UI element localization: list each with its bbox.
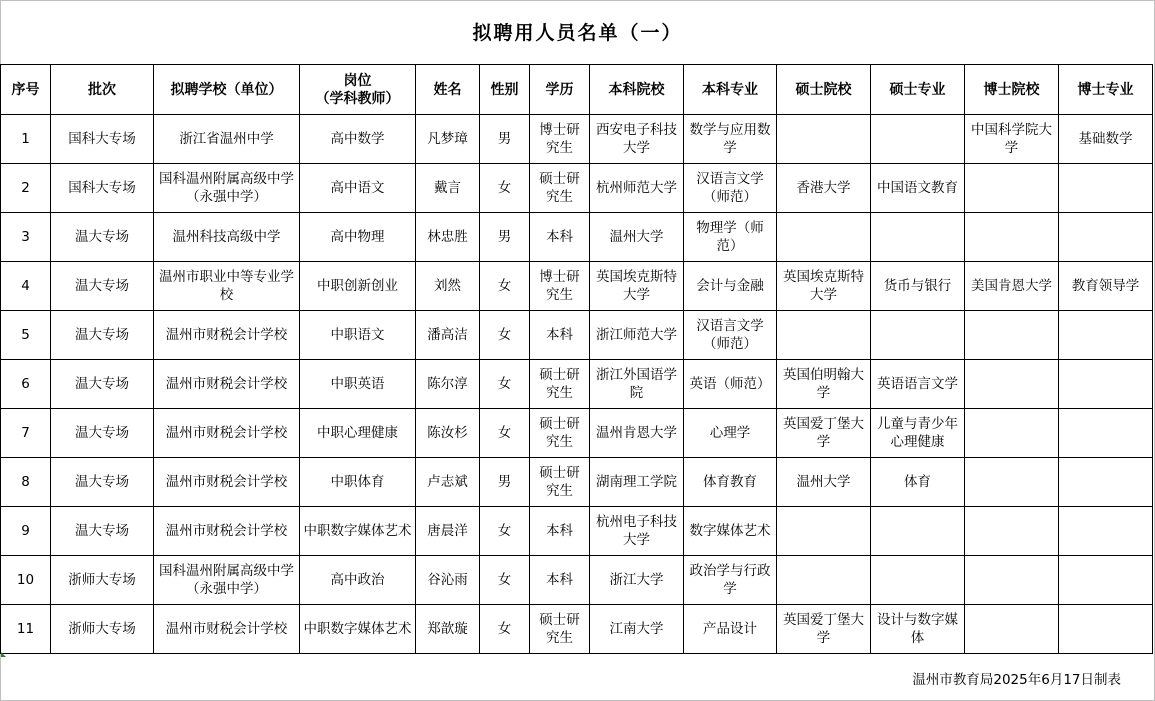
table-cell: 温大专场 (51, 262, 154, 311)
table-cell: 6 (1, 360, 51, 409)
table-cell: 国科温州附属高级中学（永强中学） (154, 164, 300, 213)
table-row (1, 115, 1153, 164)
table-cell: 中职体育 (300, 458, 416, 507)
table-cell: 3 (1, 213, 51, 262)
table-cell: 谷沁雨 (416, 556, 480, 605)
header-row (1, 65, 1153, 115)
table-cell: 温大专场 (51, 409, 154, 458)
table-cell: 中职数字媒体艺术 (300, 605, 416, 654)
table-cell (871, 115, 965, 164)
table-cell: 中职心理健康 (300, 409, 416, 458)
table-row (1, 507, 1153, 556)
table-cell: 英国埃克斯特大学 (777, 262, 871, 311)
table-cell: 中国科学院大学 (965, 115, 1059, 164)
table-cell: 江南大学 (590, 605, 684, 654)
table-cell: 温州市财税会计学校 (154, 311, 300, 360)
column-header: 博士院校 (965, 65, 1059, 115)
table-cell: 国科温州附属高级中学（永强中学） (154, 556, 300, 605)
table-cell (965, 311, 1059, 360)
table-cell: 体育 (871, 458, 965, 507)
table-cell: 高中数学 (300, 115, 416, 164)
table-cell: 中国语文教育 (871, 164, 965, 213)
table-cell (965, 605, 1059, 654)
table-cell: 温大专场 (51, 458, 154, 507)
footer-note: 温州市教育局2025年6月17日制表 (912, 672, 1121, 688)
table-cell (965, 556, 1059, 605)
page-title: 拟聘用人员名单（一） (472, 22, 683, 44)
table-cell: 硕士研究生 (530, 409, 590, 458)
table-cell: 浙江师范大学 (590, 311, 684, 360)
table-cell: 政治学与行政学 (684, 556, 777, 605)
table-cell: 硕士研究生 (530, 164, 590, 213)
table-cell: 男 (480, 115, 530, 164)
table-cell (871, 311, 965, 360)
table-cell: 汉语言文学（师范） (684, 311, 777, 360)
table-cell (1059, 311, 1153, 360)
column-header: 序号 (1, 65, 51, 115)
table-cell: 物理学（师范） (684, 213, 777, 262)
table-cell: 杭州师范大学 (590, 164, 684, 213)
table-cell: 香港大学 (777, 164, 871, 213)
table-cell: 本科 (530, 507, 590, 556)
table-cell: 英国爱丁堡大学 (777, 605, 871, 654)
column-header: 本科专业 (684, 65, 777, 115)
table-cell: 11 (1, 605, 51, 654)
hiring-table (0, 64, 1153, 654)
table-cell: 陈汝杉 (416, 409, 480, 458)
column-header: 学历 (530, 65, 590, 115)
table-cell (777, 311, 871, 360)
table-cell: 汉语言文学（师范） (684, 164, 777, 213)
table-cell (871, 213, 965, 262)
table-cell: 中职数字媒体艺术 (300, 507, 416, 556)
table-cell: 产品设计 (684, 605, 777, 654)
table-cell: 陈尔淳 (416, 360, 480, 409)
table-cell: 设计与数字媒体 (871, 605, 965, 654)
table-cell: 林忠胜 (416, 213, 480, 262)
table-cell: 5 (1, 311, 51, 360)
table-cell (871, 507, 965, 556)
table-cell: 温州市财税会计学校 (154, 507, 300, 556)
table-cell: 8 (1, 458, 51, 507)
table-cell: 戴言 (416, 164, 480, 213)
table-cell: 女 (480, 360, 530, 409)
table-cell: 男 (480, 458, 530, 507)
table-cell: 英语（师范） (684, 360, 777, 409)
table-cell (1059, 164, 1153, 213)
table-cell (965, 507, 1059, 556)
table-cell: 国科大专场 (51, 164, 154, 213)
table-cell: 西安电子科技大学 (590, 115, 684, 164)
table-cell: 儿童与青少年心理健康 (871, 409, 965, 458)
table-cell (965, 409, 1059, 458)
table-cell: 卢志斌 (416, 458, 480, 507)
table-row (1, 360, 1153, 409)
cell-marker-icon (1, 652, 6, 657)
table-cell: 中职英语 (300, 360, 416, 409)
table-cell: 高中政治 (300, 556, 416, 605)
table-cell (965, 360, 1059, 409)
table-cell: 英国伯明翰大学 (777, 360, 871, 409)
column-header: 硕士院校 (777, 65, 871, 115)
table-cell: 博士研究生 (530, 262, 590, 311)
table-cell: 高中物理 (300, 213, 416, 262)
table-cell: 7 (1, 409, 51, 458)
table-cell: 浙江大学 (590, 556, 684, 605)
table-cell: 女 (480, 507, 530, 556)
table-row (1, 213, 1153, 262)
table-cell: 数学与应用数学 (684, 115, 777, 164)
table-cell: 本科 (530, 311, 590, 360)
table-cell (1059, 409, 1153, 458)
table-cell (777, 507, 871, 556)
table-row (1, 458, 1153, 507)
table-cell: 10 (1, 556, 51, 605)
table-cell: 博士研究生 (530, 115, 590, 164)
table-cell (965, 164, 1059, 213)
table-cell: 美国肯恩大学 (965, 262, 1059, 311)
column-header: 硕士专业 (871, 65, 965, 115)
table-cell: 温州市财税会计学校 (154, 605, 300, 654)
table-cell: 温州市财税会计学校 (154, 458, 300, 507)
column-header: 本科院校 (590, 65, 684, 115)
table-cell: 女 (480, 409, 530, 458)
table-cell: 温州市财税会计学校 (154, 409, 300, 458)
table-cell: 会计与金融 (684, 262, 777, 311)
table-cell: 基础数学 (1059, 115, 1153, 164)
table-cell: 货币与银行 (871, 262, 965, 311)
table-cell: 浙师大专场 (51, 605, 154, 654)
table-cell: 温州市职业中等专业学校 (154, 262, 300, 311)
table-cell: 杭州电子科技大学 (590, 507, 684, 556)
table-cell: 数字媒体艺术 (684, 507, 777, 556)
table-cell: 1 (1, 115, 51, 164)
table-cell (871, 556, 965, 605)
table-cell: 唐晨洋 (416, 507, 480, 556)
table-cell: 温大专场 (51, 213, 154, 262)
table-row (1, 409, 1153, 458)
table-cell: 温大专场 (51, 507, 154, 556)
table-cell: 浙师大专场 (51, 556, 154, 605)
column-header: 姓名 (416, 65, 480, 115)
table-cell: 浙江外国语学院 (590, 360, 684, 409)
table-cell (1059, 213, 1153, 262)
table-cell (1059, 507, 1153, 556)
table-cell: 4 (1, 262, 51, 311)
table-row (1, 556, 1153, 605)
table-cell: 英国爱丁堡大学 (777, 409, 871, 458)
table-cell: 温州大学 (590, 213, 684, 262)
table-cell: 湖南理工学院 (590, 458, 684, 507)
table-cell: 硕士研究生 (530, 605, 590, 654)
column-header: 性别 (480, 65, 530, 115)
table-cell: 本科 (530, 556, 590, 605)
table-cell: 女 (480, 605, 530, 654)
column-header: 批次 (51, 65, 154, 115)
table-cell: 2 (1, 164, 51, 213)
table-cell: 凡梦璋 (416, 115, 480, 164)
table-cell: 中职创新创业 (300, 262, 416, 311)
table-cell: 心理学 (684, 409, 777, 458)
table-cell (1059, 360, 1153, 409)
table-cell (1059, 556, 1153, 605)
table-cell (777, 213, 871, 262)
table-cell: 郑歆璇 (416, 605, 480, 654)
table-cell: 女 (480, 311, 530, 360)
table-row (1, 262, 1153, 311)
column-header: 拟聘学校（单位） (154, 65, 300, 115)
table-cell: 中职语文 (300, 311, 416, 360)
table-cell: 男 (480, 213, 530, 262)
table-body (1, 115, 1153, 654)
table-cell: 女 (480, 556, 530, 605)
column-header: 博士专业 (1059, 65, 1153, 115)
table-cell: 温大专场 (51, 311, 154, 360)
table-cell (777, 115, 871, 164)
table-cell: 9 (1, 507, 51, 556)
table-cell: 教育领导学 (1059, 262, 1153, 311)
table-cell: 浙江省温州中学 (154, 115, 300, 164)
table-cell: 女 (480, 164, 530, 213)
table-cell: 体育教育 (684, 458, 777, 507)
table-cell (1059, 605, 1153, 654)
table-cell (965, 213, 1059, 262)
table-cell (777, 556, 871, 605)
column-header: 岗位 （学科教师） (300, 65, 416, 115)
table-cell: 英国埃克斯特大学 (590, 262, 684, 311)
table-row (1, 164, 1153, 213)
table-row (1, 311, 1153, 360)
table-cell: 温州市财税会计学校 (154, 360, 300, 409)
table-cell: 英语语言文学 (871, 360, 965, 409)
table-cell: 高中语文 (300, 164, 416, 213)
table-cell: 刘然 (416, 262, 480, 311)
table-cell: 温州科技高级中学 (154, 213, 300, 262)
table-row (1, 605, 1153, 654)
table-cell: 本科 (530, 213, 590, 262)
table-cell: 温大专场 (51, 360, 154, 409)
table-cell: 温州肯恩大学 (590, 409, 684, 458)
table-cell: 潘高洁 (416, 311, 480, 360)
table-cell: 国科大专场 (51, 115, 154, 164)
table-cell: 硕士研究生 (530, 360, 590, 409)
table-cell (965, 458, 1059, 507)
table-cell (1059, 458, 1153, 507)
table-cell: 温州大学 (777, 458, 871, 507)
table-cell: 女 (480, 262, 530, 311)
table-cell: 硕士研究生 (530, 458, 590, 507)
